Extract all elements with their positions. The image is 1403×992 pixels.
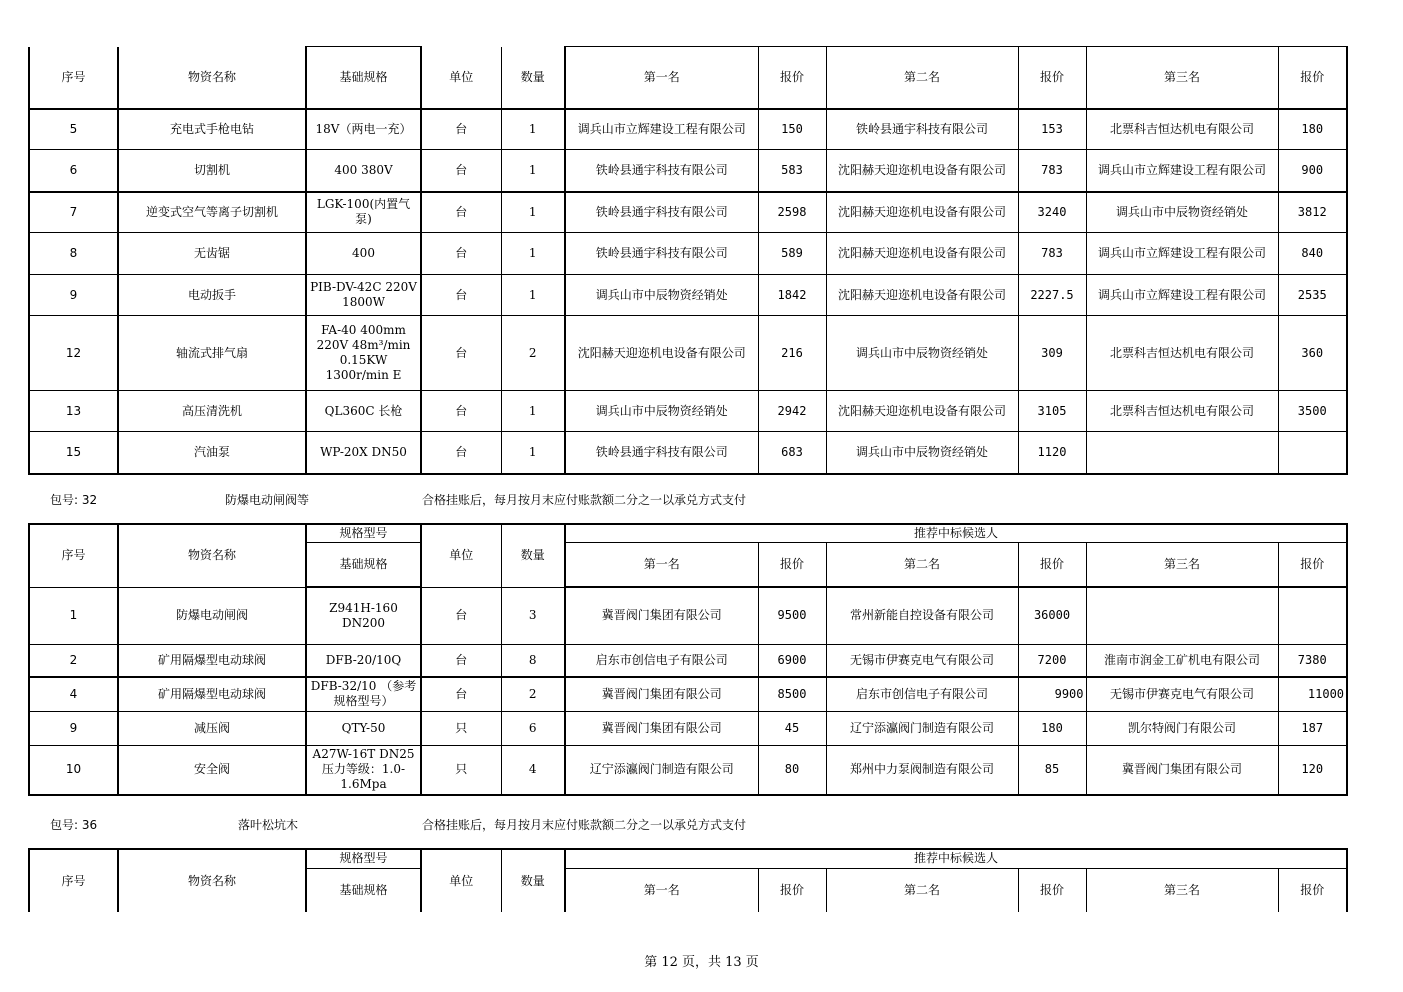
cell-price: 7200 — [1018, 644, 1086, 677]
header-price: 报价 — [758, 868, 826, 912]
cell-qty: 1 — [501, 432, 565, 474]
cell-price: 8500 — [758, 677, 826, 711]
cell-seq: 15 — [29, 432, 118, 474]
table-row — [29, 432, 1347, 474]
cell-qty: 2 — [501, 677, 565, 711]
cell-price: 6900 — [758, 644, 826, 677]
cell-qty: 8 — [501, 644, 565, 677]
cell-third: 调兵山市中辰物资经销处 — [1086, 192, 1278, 233]
cell-price: 683 — [758, 432, 826, 474]
cell-second: 沈阳赫天迎迩机电设备有限公司 — [826, 150, 1018, 192]
cell-third: 无锡市伊赛克电气有限公司 — [1086, 677, 1278, 711]
cell-price: 2535 — [1278, 275, 1347, 316]
cell-qty: 1 — [501, 150, 565, 192]
header-seq: 序号 — [29, 849, 118, 912]
cell-third: 北票科吉恒达机电有限公司 — [1086, 109, 1278, 150]
cell-unit: 只 — [421, 745, 501, 795]
cell-qty: 2 — [501, 316, 565, 391]
cell-price: 7380 — [1278, 644, 1347, 677]
cell-first: 冀晋阀门集团有限公司 — [565, 711, 758, 745]
cell-spec: WP-20X DN50 — [306, 432, 421, 474]
cell-price — [1278, 587, 1347, 644]
table-row — [29, 150, 1347, 192]
cell-second: 郑州中力泵阀制造有限公司 — [826, 745, 1018, 795]
header-unit: 单位 — [421, 524, 501, 587]
cell-name: 无齿锯 — [118, 233, 306, 275]
cell-price: 36000 — [1018, 587, 1086, 644]
cell-second: 常州新能自控设备有限公司 — [826, 587, 1018, 644]
package-category: 防爆电动闸阀等 — [225, 493, 310, 507]
header-spec-group: 规格型号 — [306, 849, 421, 868]
cell-price: 900 — [1278, 150, 1347, 192]
cell-price: 150 — [758, 109, 826, 150]
cell-price: 3240 — [1018, 192, 1086, 233]
cell-price: 783 — [1018, 150, 1086, 192]
cell-name: 高压清洗机 — [118, 391, 306, 432]
cell-unit: 台 — [421, 391, 501, 432]
cell-first: 铁岭县通宇科技有限公司 — [565, 192, 758, 233]
header-qty: 数量 — [501, 47, 565, 109]
cell-name: 安全阀 — [118, 745, 306, 795]
header-qty: 数量 — [501, 524, 565, 587]
cell-third — [1086, 587, 1278, 644]
cell-seq: 9 — [29, 711, 118, 745]
cell-unit: 台 — [421, 150, 501, 192]
cell-unit: 台 — [421, 316, 501, 391]
table-row — [29, 745, 1347, 795]
header-price: 报价 — [758, 542, 826, 587]
cell-third: 北票科吉恒达机电有限公司 — [1086, 391, 1278, 432]
cell-spec: 18V（两电一充） — [306, 109, 421, 150]
cell-name: 切割机 — [118, 150, 306, 192]
header-first: 第一名 — [565, 47, 758, 109]
cell-second: 沈阳赫天迎迩机电设备有限公司 — [826, 233, 1018, 275]
cell-name: 电动扳手 — [118, 275, 306, 316]
cell-spec: QTY-50 — [306, 711, 421, 745]
cell-qty: 1 — [501, 233, 565, 275]
table-row — [29, 587, 1347, 644]
table-row — [29, 233, 1347, 275]
header-price: 报价 — [1018, 47, 1086, 109]
table-row — [29, 109, 1347, 150]
header-spec-group: 规格型号 — [306, 524, 421, 542]
cell-price: 2942 — [758, 391, 826, 432]
cell-third: 淮南市润金工矿机电有限公司 — [1086, 644, 1278, 677]
header-candidates: 推荐中标候选人 — [565, 849, 1347, 868]
cell-price — [1278, 432, 1347, 474]
cell-price: 187 — [1278, 711, 1347, 745]
cell-name: 矿用隔爆型电动球阀 — [118, 644, 306, 677]
header-seq: 序号 — [29, 47, 118, 109]
header-name: 物资名称 — [118, 47, 306, 109]
page-footer: 第 12 页，共 13 页 — [644, 955, 759, 970]
cell-unit: 台 — [421, 587, 501, 644]
cell-third: 调兵山市立辉建设工程有限公司 — [1086, 275, 1278, 316]
cell-price: 2227.5 — [1018, 275, 1086, 316]
header-spec: 基础规格 — [306, 542, 421, 587]
cell-seq: 2 — [29, 644, 118, 677]
cell-price: 180 — [1018, 711, 1086, 745]
cell-spec: 400 380V — [306, 150, 421, 192]
cell-price: 840 — [1278, 233, 1347, 275]
cell-price: 180 — [1278, 109, 1347, 150]
header-seq: 序号 — [29, 524, 118, 587]
cell-second: 沈阳赫天迎迩机电设备有限公司 — [826, 391, 1018, 432]
header-price: 报价 — [1278, 542, 1347, 587]
cell-third — [1086, 432, 1278, 474]
header-second: 第二名 — [826, 542, 1018, 587]
cell-name: 减压阀 — [118, 711, 306, 745]
cell-qty: 1 — [501, 109, 565, 150]
cell-third: 冀晋阀门集团有限公司 — [1086, 745, 1278, 795]
header-first: 第一名 — [565, 868, 758, 912]
cell-unit: 台 — [421, 432, 501, 474]
header-price: 报价 — [1278, 868, 1347, 912]
cell-price: 85 — [1018, 745, 1086, 795]
header-unit: 单位 — [421, 47, 501, 109]
cell-first: 铁岭县通宇科技有限公司 — [565, 150, 758, 192]
cell-price: 783 — [1018, 233, 1086, 275]
cell-third: 北票科吉恒达机电有限公司 — [1086, 316, 1278, 391]
cell-second: 沈阳赫天迎迩机电设备有限公司 — [826, 192, 1018, 233]
cell-price: 216 — [758, 316, 826, 391]
cell-spec: Z941H-160 DN200 — [306, 587, 421, 644]
cell-price: 9900 — [1018, 677, 1086, 711]
cell-name: 轴流式排气扇 — [118, 316, 306, 391]
cell-price: 309 — [1018, 316, 1086, 391]
header-price: 报价 — [758, 47, 826, 109]
cell-name: 逆变式空气等离子切割机 — [118, 192, 306, 233]
cell-spec: A27W-16T DN25 压力等级：1.0-1.6Mpa — [306, 745, 421, 795]
cell-second: 调兵山市中辰物资经销处 — [826, 432, 1018, 474]
cell-qty: 6 — [501, 711, 565, 745]
cell-unit: 台 — [421, 677, 501, 711]
cell-seq: 9 — [29, 275, 118, 316]
header-unit: 单位 — [421, 849, 501, 912]
cell-unit: 台 — [421, 192, 501, 233]
table-row — [29, 677, 1347, 711]
header-price: 报价 — [1018, 542, 1086, 587]
cell-seq: 12 — [29, 316, 118, 391]
cell-name: 矿用隔爆型电动球阀 — [118, 677, 306, 711]
cell-unit: 台 — [421, 109, 501, 150]
cell-price: 583 — [758, 150, 826, 192]
header-price: 报价 — [1018, 868, 1086, 912]
cell-price: 360 — [1278, 316, 1347, 391]
cell-first: 铁岭县通宇科技有限公司 — [565, 233, 758, 275]
cell-second: 启东市创信电子有限公司 — [826, 677, 1018, 711]
cell-second: 无锡市伊赛克电气有限公司 — [826, 644, 1018, 677]
header-second: 第二名 — [826, 47, 1018, 109]
cell-first: 调兵山市中辰物资经销处 — [565, 275, 758, 316]
cell-seq: 1 — [29, 587, 118, 644]
cell-first: 调兵山市中辰物资经销处 — [565, 391, 758, 432]
header-name: 物资名称 — [118, 524, 306, 587]
cell-spec: DFB-20/10Q — [306, 644, 421, 677]
cell-second: 铁岭县通宇科技有限公司 — [826, 109, 1018, 150]
table-row — [29, 391, 1347, 432]
cell-price: 11000 — [1278, 677, 1347, 711]
cell-seq: 4 — [29, 677, 118, 711]
cell-first: 调兵山市立辉建设工程有限公司 — [565, 109, 758, 150]
table-row — [29, 644, 1347, 677]
cell-price: 1120 — [1018, 432, 1086, 474]
payment-terms: 合格挂账后，每月按月末应付账款额二分之一以承兑方式支付 — [422, 818, 747, 832]
cell-name: 防爆电动闸阀 — [118, 587, 306, 644]
cell-seq: 13 — [29, 391, 118, 432]
cell-seq: 10 — [29, 745, 118, 795]
cell-qty: 1 — [501, 391, 565, 432]
cell-second: 调兵山市中辰物资经销处 — [826, 316, 1018, 391]
cell-unit: 台 — [421, 275, 501, 316]
payment-terms: 合格挂账后，每月按月末应付账款额二分之一以承兑方式支付 — [422, 493, 747, 507]
cell-spec: PIB-DV-42C 220V 1800W — [306, 275, 421, 316]
header-price: 报价 — [1278, 47, 1347, 109]
table-row — [29, 275, 1347, 316]
cell-third: 调兵山市立辉建设工程有限公司 — [1086, 233, 1278, 275]
cell-price: 153 — [1018, 109, 1086, 150]
header-candidates: 推荐中标候选人 — [565, 524, 1347, 542]
header-spec: 基础规格 — [306, 868, 421, 912]
cell-third: 凯尔特阀门有限公司 — [1086, 711, 1278, 745]
cell-price: 45 — [758, 711, 826, 745]
cell-first: 铁岭县通宇科技有限公司 — [565, 432, 758, 474]
header-second: 第二名 — [826, 868, 1018, 912]
cell-qty: 4 — [501, 745, 565, 795]
cell-spec: 400 — [306, 233, 421, 275]
cell-second: 沈阳赫天迎迩机电设备有限公司 — [826, 275, 1018, 316]
cell-qty: 1 — [501, 275, 565, 316]
cell-first: 冀晋阀门集团有限公司 — [565, 587, 758, 644]
cell-seq: 5 — [29, 109, 118, 150]
cell-price: 3812 — [1278, 192, 1347, 233]
cell-spec: QL360C 长枪 — [306, 391, 421, 432]
cell-qty: 1 — [501, 192, 565, 233]
header-qty: 数量 — [501, 849, 565, 912]
package-number: 包号: 36 — [50, 818, 98, 832]
header-first: 第一名 — [565, 542, 758, 587]
cell-price: 9500 — [758, 587, 826, 644]
package-category: 落叶松坑木 — [238, 818, 299, 832]
cell-spec: LGK-100(内置气泵) — [306, 192, 421, 233]
table-package-32 — [28, 523, 1348, 796]
table-package-36 — [28, 848, 1348, 912]
header-third: 第三名 — [1086, 868, 1278, 912]
cell-name: 充电式手枪电钻 — [118, 109, 306, 150]
cell-first: 沈阳赫天迎迩机电设备有限公司 — [565, 316, 758, 391]
cell-name: 汽油泵 — [118, 432, 306, 474]
cell-unit: 只 — [421, 711, 501, 745]
cell-second: 辽宁添瀛阀门制造有限公司 — [826, 711, 1018, 745]
cell-first: 辽宁添瀛阀门制造有限公司 — [565, 745, 758, 795]
cell-price: 3500 — [1278, 391, 1347, 432]
cell-unit: 台 — [421, 233, 501, 275]
cell-price: 1842 — [758, 275, 826, 316]
cell-price: 589 — [758, 233, 826, 275]
cell-price: 3105 — [1018, 391, 1086, 432]
header-third: 第三名 — [1086, 47, 1278, 109]
cell-spec: FA-40 400mm 220V 48m³/min 0.15KW 1300r/min E — [306, 316, 421, 391]
cell-third: 调兵山市立辉建设工程有限公司 — [1086, 150, 1278, 192]
header-spec: 基础规格 — [306, 47, 421, 109]
table-package-prev — [28, 46, 1348, 475]
cell-unit: 台 — [421, 644, 501, 677]
header-name: 物资名称 — [118, 849, 306, 912]
cell-spec: DFB-32/10 （参考规格型号） — [306, 677, 421, 711]
package-number: 包号: 32 — [50, 493, 98, 507]
table-row — [29, 192, 1347, 233]
cell-seq: 6 — [29, 150, 118, 192]
header-third: 第三名 — [1086, 542, 1278, 587]
cell-price: 2598 — [758, 192, 826, 233]
cell-price: 80 — [758, 745, 826, 795]
table-row — [29, 711, 1347, 745]
cell-qty: 3 — [501, 587, 565, 644]
cell-first: 启东市创信电子有限公司 — [565, 644, 758, 677]
cell-first: 冀晋阀门集团有限公司 — [565, 677, 758, 711]
cell-seq: 8 — [29, 233, 118, 275]
table-row — [29, 316, 1347, 391]
cell-price: 120 — [1278, 745, 1347, 795]
cell-seq: 7 — [29, 192, 118, 233]
